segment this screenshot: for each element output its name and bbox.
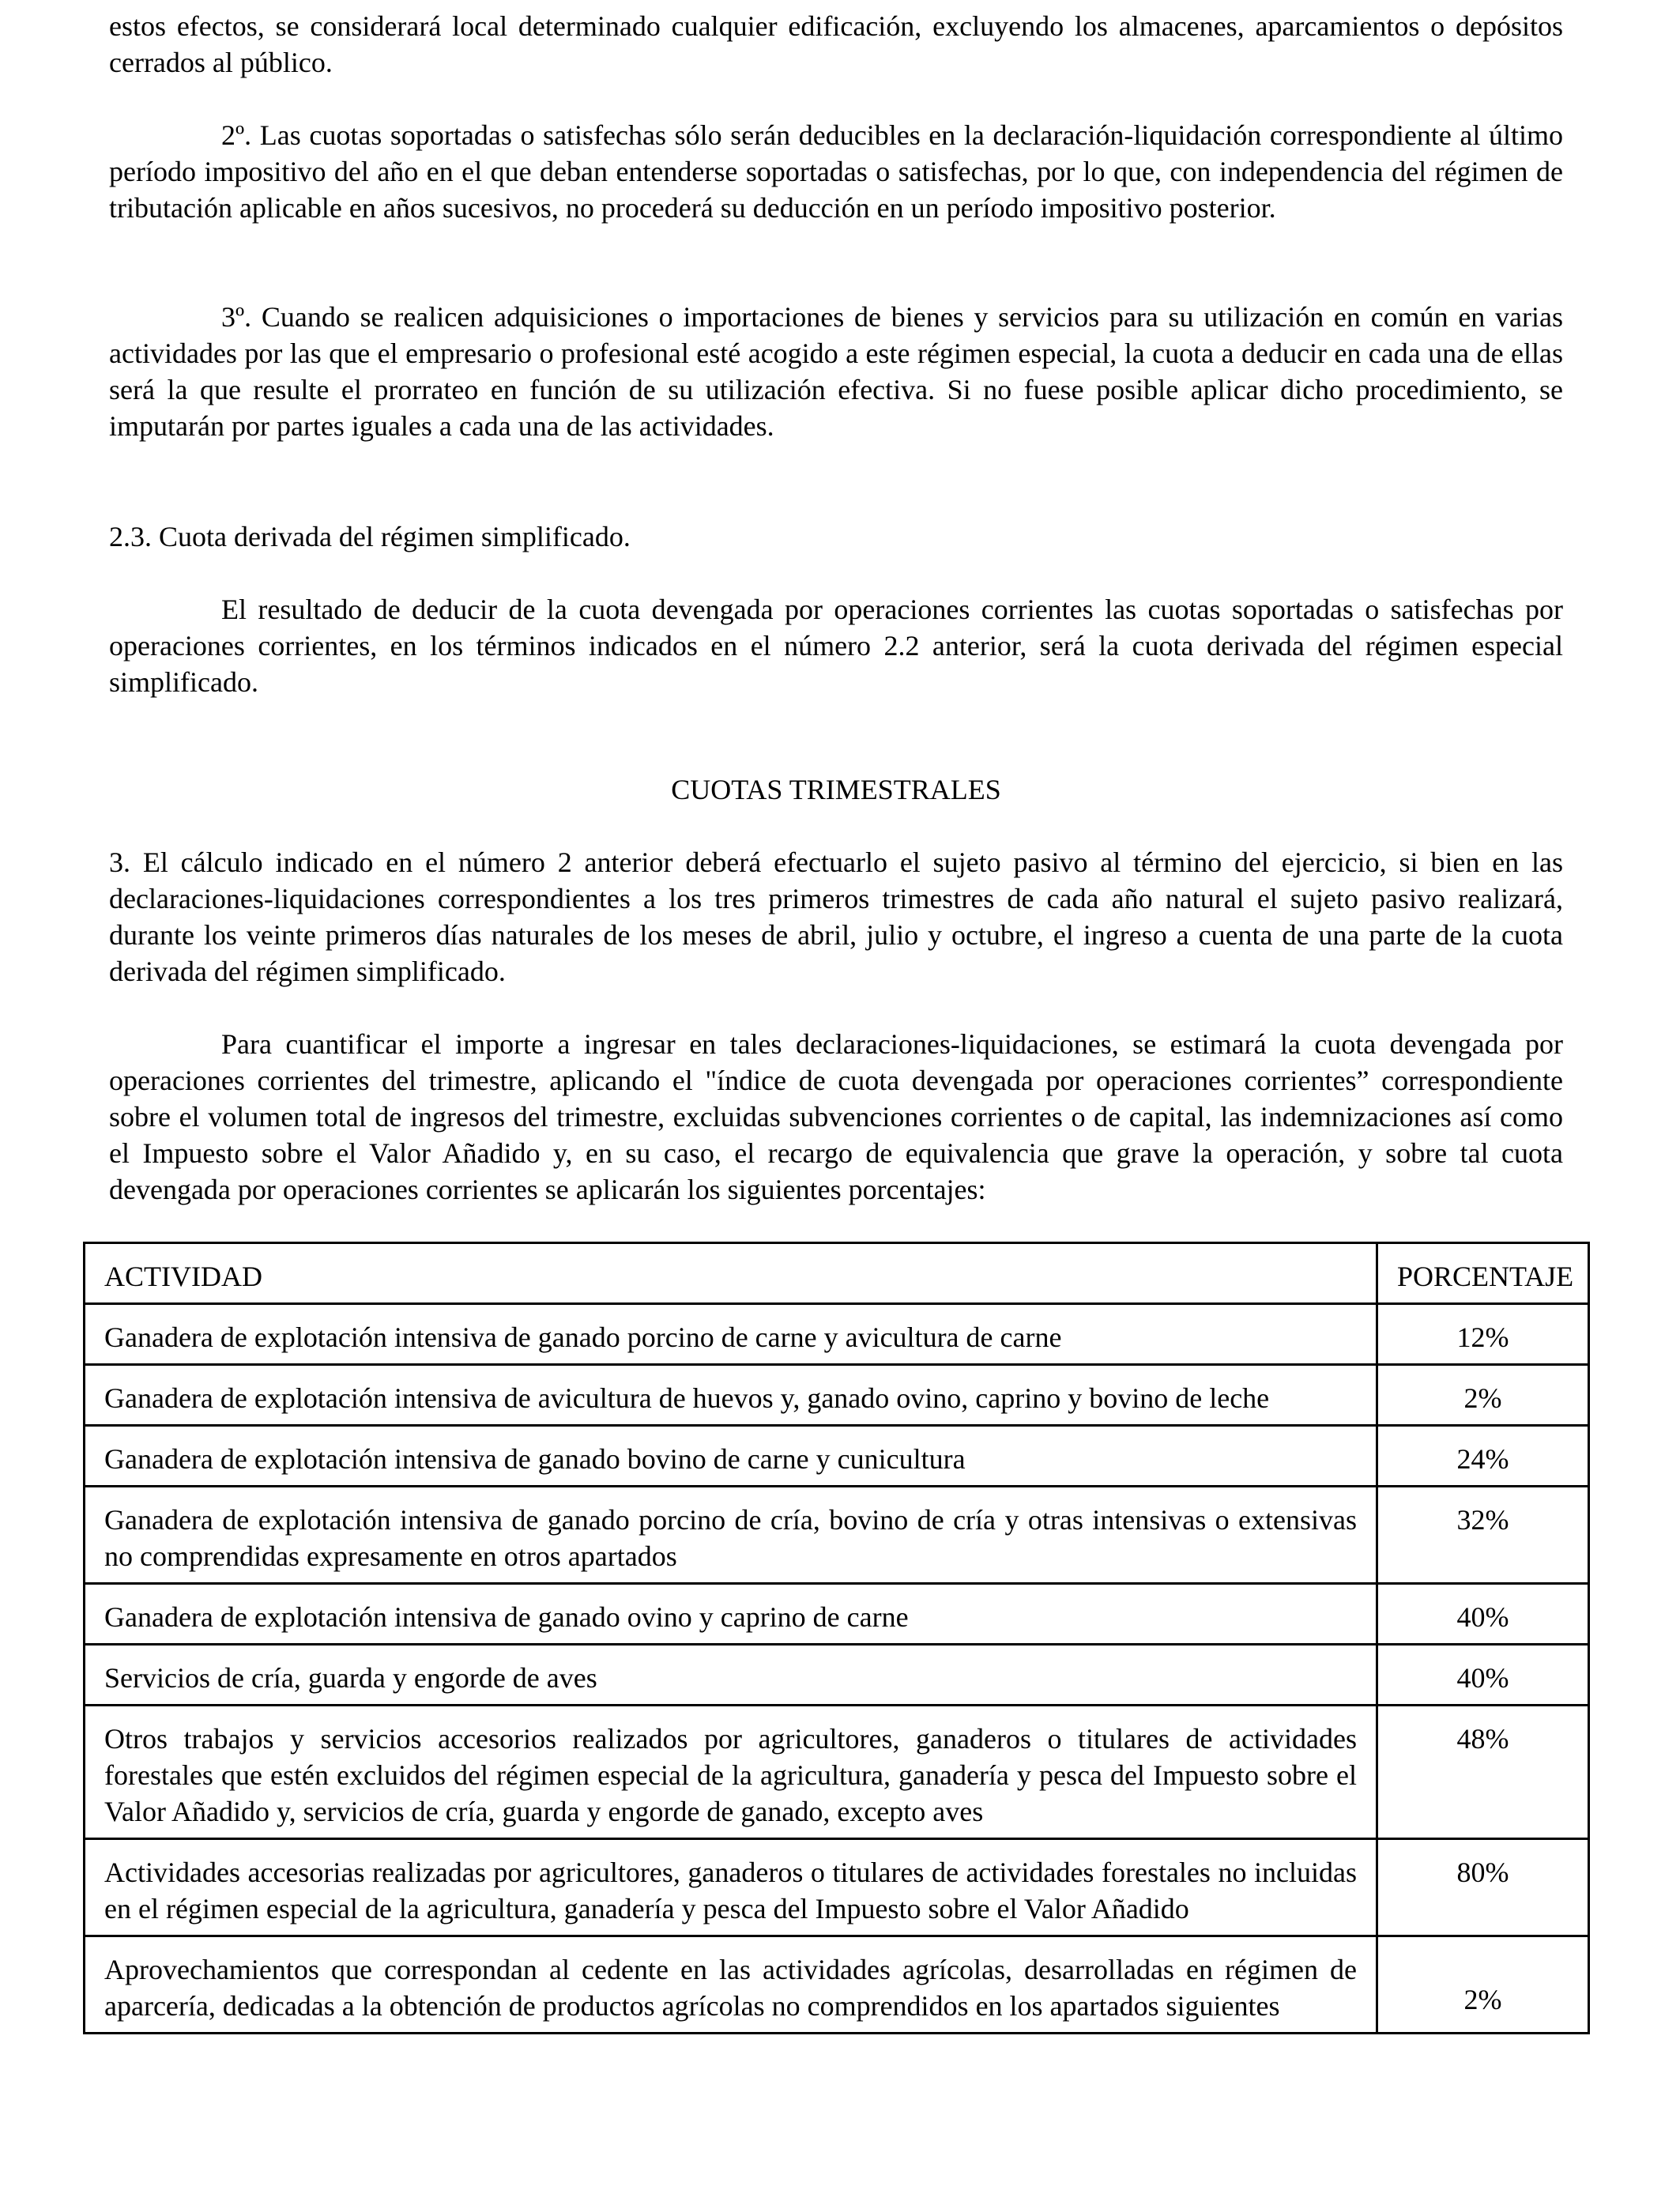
heading-cuota-derivada: 2.3. Cuota derivada del régimen simplificado.	[109, 521, 631, 552]
paragraph-cuantificar-importe: Para cuantificar el importe a ingresar en tales declaraciones-liquidaciones, se estimará la cuota devengada por operaciones corrientes del trimestre, aplicando el "índice de cuota devengada por operaciones corrientes” correspondiente sobre el volumen total de ingresos del trimestre, excluidas subvenciones corrientes o de capital, las indemnizaciones así como el Impuesto sobre el Valor Añadido y, en su caso, el recargo de equivalencia que grave la operación, y sobre tal cuota devengada por operaciones corrientes se aplicarán los siguientes porcentajes:	[109, 1028, 1563, 1205]
row-activity: Ganadera de explotación intensiva de ganado ovino y caprino de carne	[85, 1584, 1377, 1645]
row-percentage: 48%	[1377, 1706, 1589, 1839]
row-activity: Actividades accesorias realizadas por agricultores, ganaderos o titulares de actividades forestales no incluidas en el régimen especial de la agricultura, ganadería y pesca del Impuesto sobre el Valor Añadido	[85, 1839, 1377, 1936]
table-row	[85, 1584, 1589, 1645]
row-activity: Ganadera de explotación intensiva de ganado porcino de cría, bovino de cría y otras intensivas o extensivas no comprendidas expresamente en otros apartados	[85, 1487, 1377, 1584]
paragraph-resultado-deducir: El resultado de deducir de la cuota devengada por operaciones corrientes las cuotas soportadas o satisfechas por operaciones corrientes, en los términos indicados en el número 2.2 anterior, será la cuota derivada del régimen especial simplificado.	[109, 594, 1563, 698]
row-percentage: 24%	[1377, 1426, 1589, 1487]
row-activity: Ganadera de explotación intensiva de avicultura de huevos y, ganado ovino, caprino y bovino de leche	[85, 1365, 1377, 1426]
table-row	[85, 1936, 1589, 2034]
paragraph-calculo-trimestral: 3. El cálculo indicado en el número 2 anterior deberá efectuarlo el sujeto pasivo al término del ejercicio, si bien en las declaraciones-liquidaciones correspondientes a los tres primeros trimestres de cada año natural el sujeto pasivo realizará, durante los veinte primeros días naturales de los meses de abril, julio y octubre, el ingreso a cuenta de una parte de la cuota derivada del régimen simplificado.	[109, 846, 1563, 987]
row-activity: Ganadera de explotación intensiva de ganado porcino de carne y avicultura de carne	[85, 1304, 1377, 1365]
row-percentage: 12%	[1377, 1304, 1589, 1365]
row-activity: Otros trabajos y servicios accesorios realizados por agricultores, ganaderos o titulares de actividades forestales que estén excluidos del régimen especial de la agricultura, ganadería y pesca del Impuesto sobre el Valor Añadido y, servicios de cría, guarda y engorde de ganado, excepto aves	[85, 1706, 1377, 1839]
row-activity: Servicios de cría, guarda y engorde de aves	[85, 1645, 1377, 1706]
header-percentage: PORCENTAJE	[1377, 1243, 1589, 1304]
paragraph-local-determinado: estos efectos, se considerará local determinado cualquier edificación, excluyendo los almacenes, aparcamientos o depósitos cerrados al público.	[109, 10, 1563, 78]
section-title-cuotas-trimestrales: CUOTAS TRIMESTRALES	[671, 774, 1001, 805]
percentage-table	[83, 1242, 1590, 2034]
row-percentage: 80%	[1377, 1839, 1589, 1936]
table-row	[85, 1487, 1589, 1584]
row-percentage: 32%	[1377, 1487, 1589, 1584]
table-row	[85, 1645, 1589, 1706]
header-activity: ACTIVIDAD	[85, 1243, 1377, 1304]
paragraph-cuotas-deducibles: 2º. Las cuotas soportadas o satisfechas sólo serán deducibles en la declaración-liquidación correspondiente al último período impositivo del año en el que deban entenderse soportadas o satisfechas, por lo que, con independencia del régimen de tributación aplicable en años sucesivos, no procederá su deducción en un período impositivo posterior.	[109, 119, 1563, 224]
table-row	[85, 1304, 1589, 1365]
row-activity: Ganadera de explotación intensiva de ganado bovino de carne y cunicultura	[85, 1426, 1377, 1487]
table-row	[85, 1365, 1589, 1426]
row-percentage: 40%	[1377, 1645, 1589, 1706]
table-row	[85, 1426, 1589, 1487]
row-percentage: 2%	[1377, 1936, 1589, 2034]
table-row	[85, 1839, 1589, 1936]
row-percentage: 40%	[1377, 1584, 1589, 1645]
paragraph-adquisiciones-comun: 3º. Cuando se realicen adquisiciones o importaciones de bienes y servicios para su utilización en común en varias actividades por las que el empresario o profesional esté acogido a este régimen especial, la cuota a deducir en cada una de ellas será la que resulte el prorrateo en función de su utilización efectiva. Si no fuese posible aplicar dicho procedimiento, se imputarán por partes iguales a cada una de las actividades.	[109, 301, 1563, 442]
table-header-row	[85, 1243, 1589, 1304]
row-activity: Aprovechamientos que correspondan al cedente en las actividades agrícolas, desarrolladas en régimen de aparcería, dedicadas a la obtención de productos agrícolas no comprendidos en los apartados siguientes	[85, 1936, 1377, 2034]
row-percentage: 2%	[1377, 1365, 1589, 1426]
table-row	[85, 1706, 1589, 1839]
